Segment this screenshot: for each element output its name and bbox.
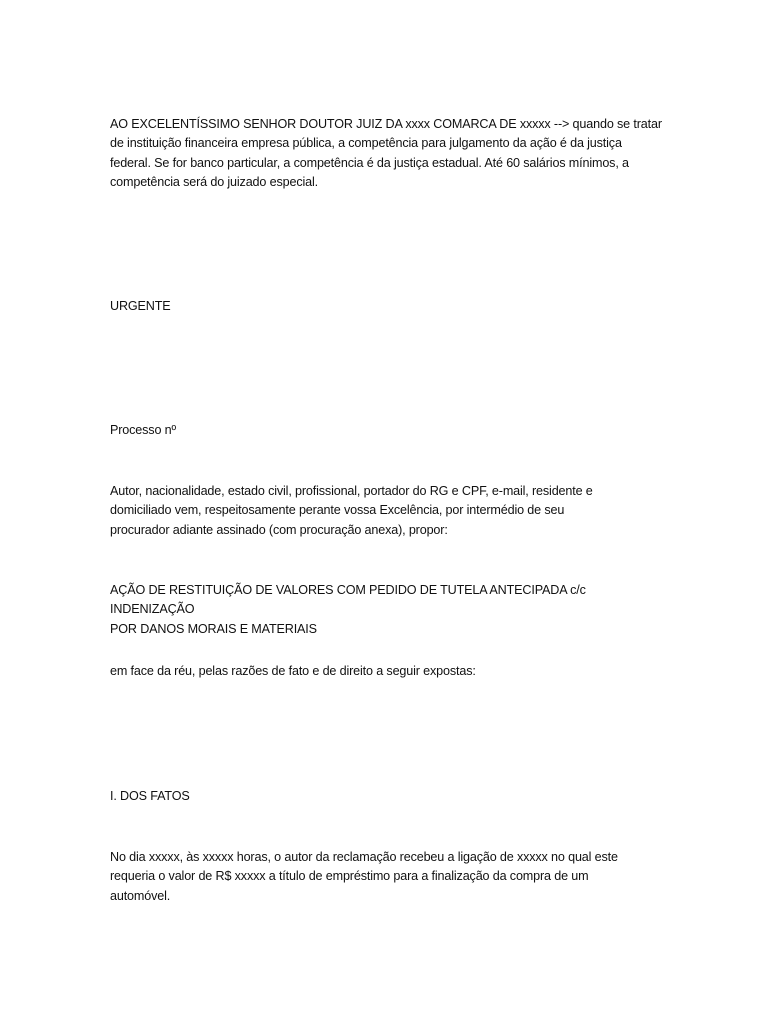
- section-heading-facts: I. DOS FATOS: [110, 789, 190, 803]
- court-address-paragraph: AO EXCELENTÍSSIMO SENHOR DOUTOR JUIZ DA xxxx COMARCA DE xxxxx --> quando se tratar de instituição financeira empresa pública, a competência para julgamento da ação é da justiça federal. Se for banco particular, a competência é da justiça estadual. Até 60 salários mínimos, a competência será do juizado especial.: [110, 117, 662, 189]
- action-title: AÇÃO DE RESTITUIÇÃO DE VALORES COM PEDIDO DE TUTELA ANTECIPADA c/c INDENIZAÇÃO POR DANOS MORAIS E MATERIAIS: [110, 583, 586, 636]
- facts-paragraph: No dia xxxxx, às xxxxx horas, o autor da reclamação recebeu a ligação de xxxxx no qual este requeria o valor de R$ xxxxx a título de empréstimo para a finalização da compra de um automóvel.: [110, 850, 618, 903]
- defendant-paragraph: em face da réu, pelas razões de fato e de direito a seguir expostas:: [110, 664, 476, 678]
- plaintiff-qualification-paragraph: Autor, nacionalidade, estado civil, profissional, portador do RG e CPF, e-mail, residente e domiciliado vem, respeitosamente perante vossa Excelência, por intermédio de seu procurador adiante assinado (com procuração anexa), propor:: [110, 484, 593, 537]
- urgent-label: URGENTE: [110, 299, 171, 313]
- process-number-label: Processo nº: [110, 423, 176, 437]
